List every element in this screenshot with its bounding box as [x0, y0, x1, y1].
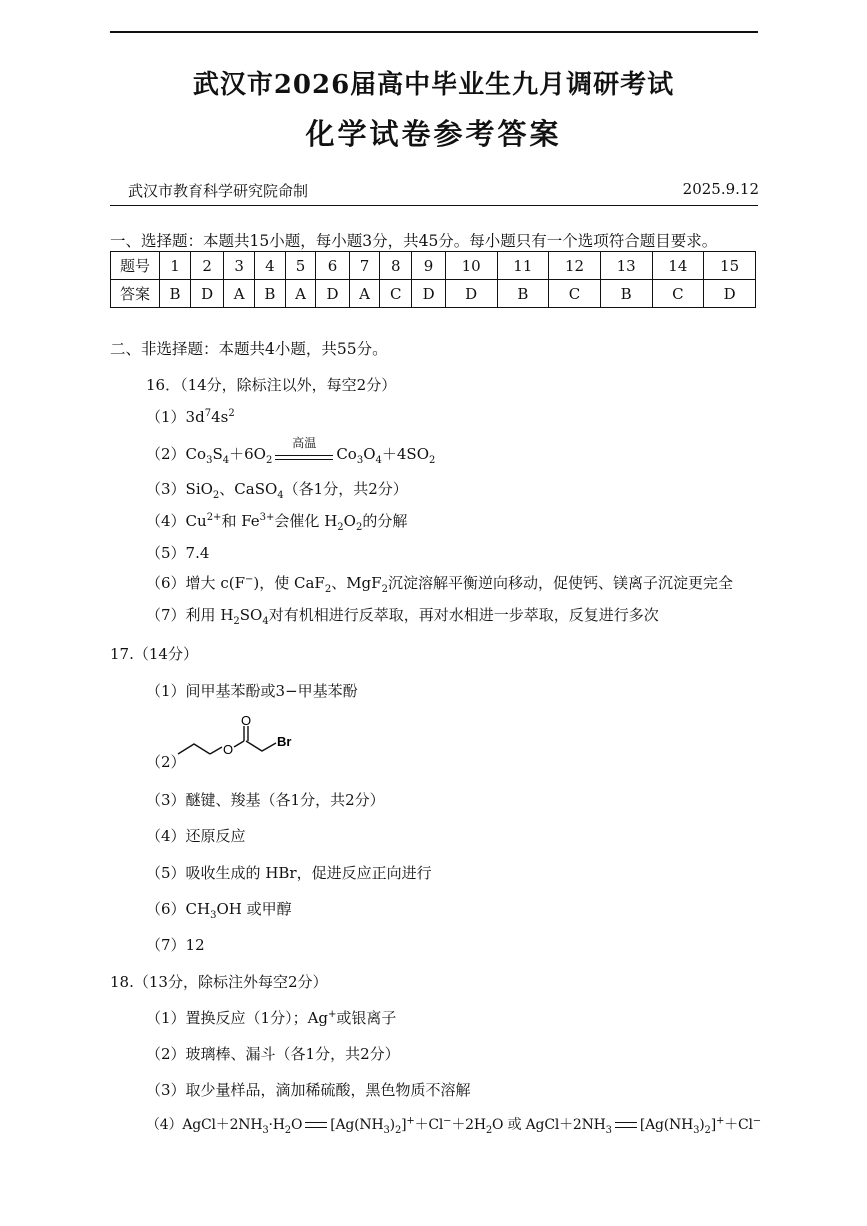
- q16-header: 16．（14分，除标注以外，每空2分）: [146, 376, 397, 394]
- q18-answer-4: $(4)AgCl+2NH_3\cdot H_2O$ $[Ag(NH_3)_2]^++Cl^-+2H_2O$ 或 $AgCl+2NH_3$ $[Ag(NH_3)_2]^++Cl^-$: [146, 1115, 761, 1136]
- table-cell: C: [380, 280, 412, 308]
- q16-answer-6: （6）增大 c(F−)，使 CaF$_2$、MgF$_2$沉淀溶解平衡逆向移动，促使钙、镁离子沉淀更完全: [146, 574, 733, 595]
- table-cell: 12: [549, 252, 601, 280]
- table-cell: D: [412, 280, 446, 308]
- table-cell: A: [349, 280, 379, 308]
- part1-heading: 一、选择题：本题共15小题，每小题3分，共45分。每小题只有一个选项符合题目要求。: [110, 232, 718, 250]
- table-cell: B: [254, 280, 285, 308]
- table-cell: 14: [652, 252, 704, 280]
- item-label: （4）: [146, 1117, 183, 1133]
- q17-answer-1: （1）间甲基苯酚或3−甲基苯酚: [146, 682, 358, 700]
- q16-answer-4: $(4)Cu^{2+}$和 $Fe^{3+}$会催化 $H_2O_2$的分解: [146, 512, 408, 533]
- q17-header: 17.（14分）: [110, 645, 198, 663]
- item-label: （2）: [146, 1045, 186, 1063]
- q18-answer-3: （3）取少量样品，滴加稀硫酸，黑色物质不溶解: [146, 1081, 471, 1099]
- reaction-arrow: [275, 436, 333, 463]
- q16-answer-1: $(1)3d^74s^2$: [146, 408, 235, 426]
- table-cell: 13: [600, 252, 652, 280]
- q17-answer-3: （3）醚键、羧基（各1分，共2分）: [146, 791, 385, 809]
- table-cell: 9: [412, 252, 446, 280]
- row-label-answer: 答案: [111, 280, 160, 308]
- table-cell: 15: [704, 252, 756, 280]
- ester-bond-2: [234, 741, 244, 747]
- ethyl-bromoacetate-structure: [172, 714, 312, 764]
- answer-table: [110, 251, 756, 308]
- table-cell: 7: [349, 252, 379, 280]
- item-label: （3）: [146, 480, 186, 498]
- header-rule: [110, 205, 758, 206]
- table-cell: 3: [224, 252, 254, 280]
- q17-answer-7: （7）12: [146, 936, 205, 954]
- item-label: （5）: [146, 544, 186, 562]
- q16-answer-3: （3）SiO$_2$、CaSO$_4$（各1分，共2分）: [146, 480, 408, 501]
- equals-sign: [305, 1122, 327, 1128]
- item-label: （1）: [146, 1009, 186, 1027]
- issuer: 武汉市教育科学研究院命制: [128, 182, 309, 200]
- item-label: （6）: [146, 900, 186, 918]
- item-label: （7）: [146, 606, 186, 624]
- table-cell: 2: [190, 252, 224, 280]
- document-subtitle: 化学试卷参考答案: [305, 117, 562, 151]
- q18-answer-1: （1）置换反应（1分）；Ag+或银离子: [146, 1009, 397, 1027]
- q17-answer-6: $(6)CH_3OH$ 或甲醇: [146, 900, 292, 921]
- ester-oxygen: O: [223, 742, 234, 757]
- item-label: （7）: [146, 936, 186, 954]
- table-cell: C: [549, 280, 601, 308]
- item-label: （1）: [146, 408, 186, 426]
- table-cell: 5: [285, 252, 315, 280]
- document-title: 武汉市2026届高中毕业生九月调研考试: [192, 70, 675, 100]
- q16-answer-5: （5）7.4: [146, 544, 210, 562]
- table-cell: D: [704, 280, 756, 308]
- table-cell: 10: [445, 252, 497, 280]
- table-row-answers: [111, 280, 756, 308]
- ester-bond: [210, 747, 222, 754]
- table-cell: 11: [497, 252, 549, 280]
- item-label: （4）: [146, 827, 186, 845]
- table-cell: 1: [160, 252, 191, 280]
- item-label: （6）: [146, 574, 186, 592]
- table-cell: B: [497, 280, 549, 308]
- item-label: （3）: [146, 1081, 186, 1099]
- q16-answer-7: （7）利用 $H_2SO_4$对有机相进行反萃取，再对水相进一步萃取，反复进行多次: [146, 606, 659, 627]
- item-label: （2）: [146, 445, 186, 463]
- table-cell: B: [600, 280, 652, 308]
- q16-answer-2: $(2)Co_3S_4+6O_2$ 高温 $Co_3O_4+4SO_2$: [146, 436, 436, 466]
- item-label: （5）: [146, 864, 186, 882]
- table-cell: D: [316, 280, 350, 308]
- reaction-condition: 高温: [292, 436, 317, 450]
- table-cell: A: [224, 280, 254, 308]
- part2-heading: 二、非选择题：本题共4小题，共55分。: [110, 340, 388, 358]
- table-cell: D: [445, 280, 497, 308]
- methylene-chain: [246, 741, 276, 751]
- q17-answer-4: （4）还原反应: [146, 827, 246, 845]
- item-label: （4）: [146, 512, 186, 530]
- issue-date: 2025.9.12: [682, 180, 759, 198]
- equals-sign: [615, 1122, 637, 1128]
- carbonyl-oxygen: O: [241, 714, 252, 728]
- item-label: （3）: [146, 791, 186, 809]
- q17-answer-5: （5）吸收生成的 HBr，促进反应正向进行: [146, 864, 432, 882]
- table-cell: 4: [254, 252, 285, 280]
- table-row-numbers: [111, 252, 756, 280]
- q17-answer-2-label: （2）: [146, 753, 186, 771]
- q18-header: 18.（13分，除标注外每空2分）: [110, 973, 328, 991]
- table-cell: C: [652, 280, 704, 308]
- bromine-atom: Br: [277, 734, 292, 749]
- table-cell: 8: [380, 252, 412, 280]
- table-cell: A: [285, 280, 315, 308]
- row-label-number: 题号: [111, 252, 160, 280]
- top-rule: [110, 31, 758, 33]
- table-cell: 6: [316, 252, 350, 280]
- table-cell: D: [190, 280, 224, 308]
- q18-answer-2: （2）玻璃棒、漏斗（各1分，共2分）: [146, 1045, 400, 1063]
- ethyl-chain: [178, 744, 210, 754]
- item-label: （1）: [146, 682, 186, 700]
- table-cell: B: [160, 280, 191, 308]
